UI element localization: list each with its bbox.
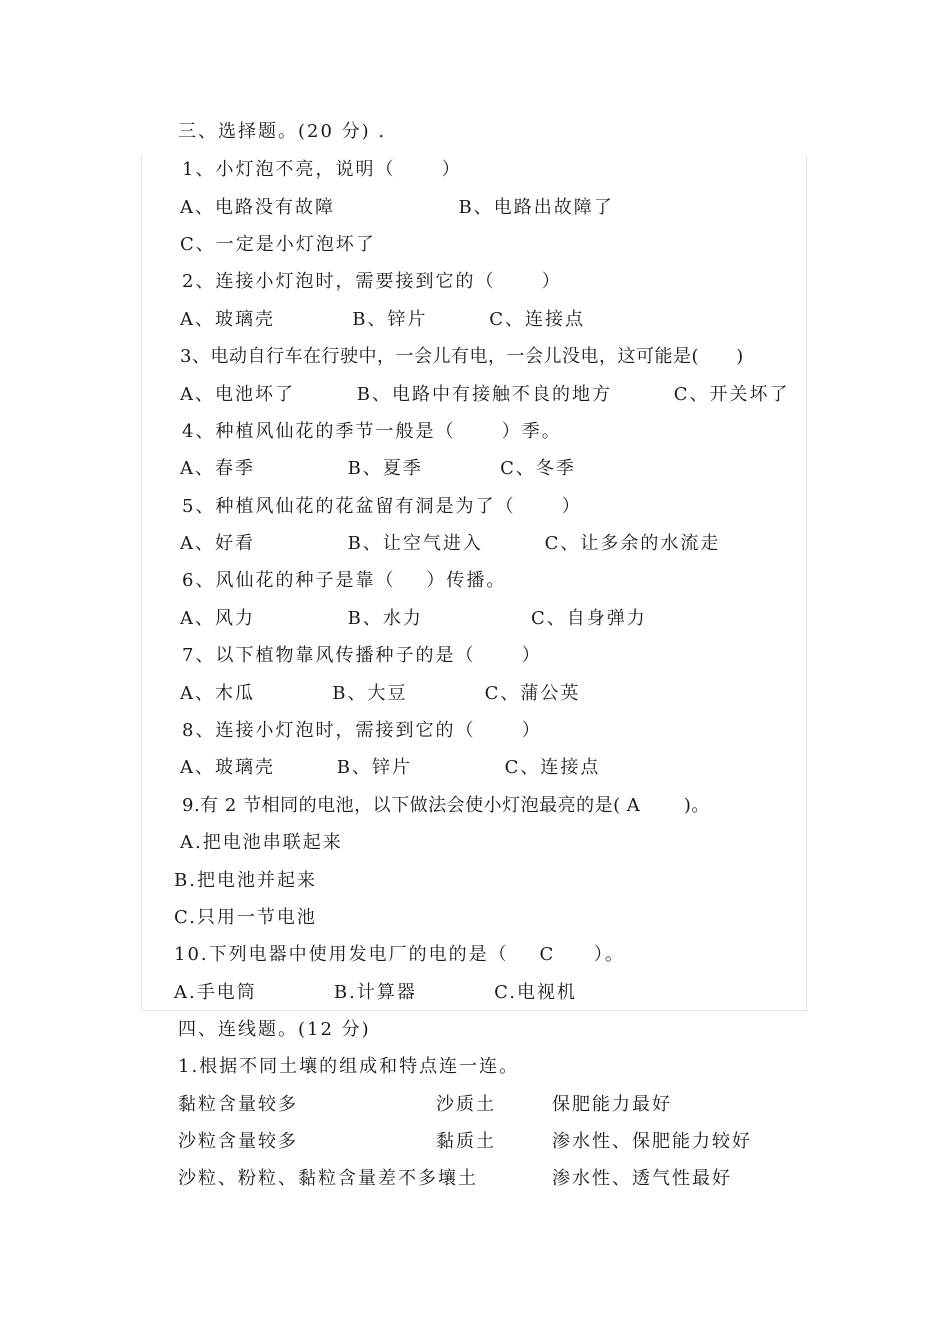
q9-option-b: B.把电池并起来 xyxy=(174,870,317,891)
match-right-1: 保肥能力最好 xyxy=(552,1094,672,1115)
q10: 10.下列电器中使用发电厂的电的是（ C ）。 xyxy=(174,944,625,965)
q2-options: A、玻璃壳 B、锌片 C、连接点 xyxy=(180,309,585,330)
q6: 6、风仙花的种子是靠（ ）传播。 xyxy=(182,570,507,591)
q3: 3、电动自行车在行驶中，一会儿有电，一会儿没电，这可能是( ) xyxy=(180,346,744,367)
q1: 1、小灯泡不亮，说明（ ） xyxy=(182,159,462,180)
match-left-1: 黏粒含量较多 xyxy=(178,1094,298,1115)
q10-options: A.手电筒 B.计算器 C.电视机 xyxy=(174,982,577,1003)
q9-option-c: C.只用一节电池 xyxy=(174,907,317,928)
section4-title: 四、连线题。(12 分) xyxy=(178,1019,371,1040)
match-left-2: 沙粒含量较多 xyxy=(178,1131,298,1152)
match-left-3: 沙粒、粉粒、黏粒含量差不多壤土 xyxy=(178,1168,478,1189)
q2: 2、连接小灯泡时，需要接到它的（ ） xyxy=(182,271,562,292)
q4-options: A、春季 B、夏季 C、冬季 xyxy=(180,458,576,479)
q5-options: A、好看 B、让空气进入 C、让多余的水流走 xyxy=(180,533,721,554)
match-right-2: 渗水性、保肥能力较好 xyxy=(552,1131,752,1152)
q9-option-a: A.把电池串联起来 xyxy=(180,832,343,853)
match-right-3: 渗水性、透气性最好 xyxy=(552,1168,732,1189)
q7-options: A、木瓜 B、大豆 C、蒲公英 xyxy=(180,683,581,704)
q1-option-c: C、一定是小灯泡坏了 xyxy=(180,234,376,255)
q6-options: A、风力 B、水力 C、自身弹力 xyxy=(180,608,647,629)
q1-options-ab: A、电路没有故障 B、电路出故障了 xyxy=(180,197,614,218)
q3-options: A、电池坏了 B、电路中有接触不良的地方 C、开关坏了 xyxy=(180,384,790,405)
section4-question: 1.根据不同土壤的组成和特点连一连。 xyxy=(178,1056,520,1077)
q5: 5、种植风仙花的花盆留有洞是为了（ ） xyxy=(182,496,582,517)
match-middle-1: 沙质土 xyxy=(436,1094,496,1115)
q8: 8、连接小灯泡时，需接到它的（ ） xyxy=(182,720,542,741)
q4: 4、种植风仙花的季节一般是（ ）季。 xyxy=(182,421,562,442)
section3-title: 三、选择题。(20 分) . xyxy=(178,121,387,142)
q8-options: A、玻璃壳 B、锌片 C、连接点 xyxy=(180,757,601,778)
q9: 9.有 2 节相同的电池，以下做法会使小灯泡最亮的是( A )。 xyxy=(182,795,710,816)
match-middle-2: 黏质土 xyxy=(436,1131,496,1152)
q7: 7、以下植物靠风传播种子的是（ ） xyxy=(182,645,542,666)
